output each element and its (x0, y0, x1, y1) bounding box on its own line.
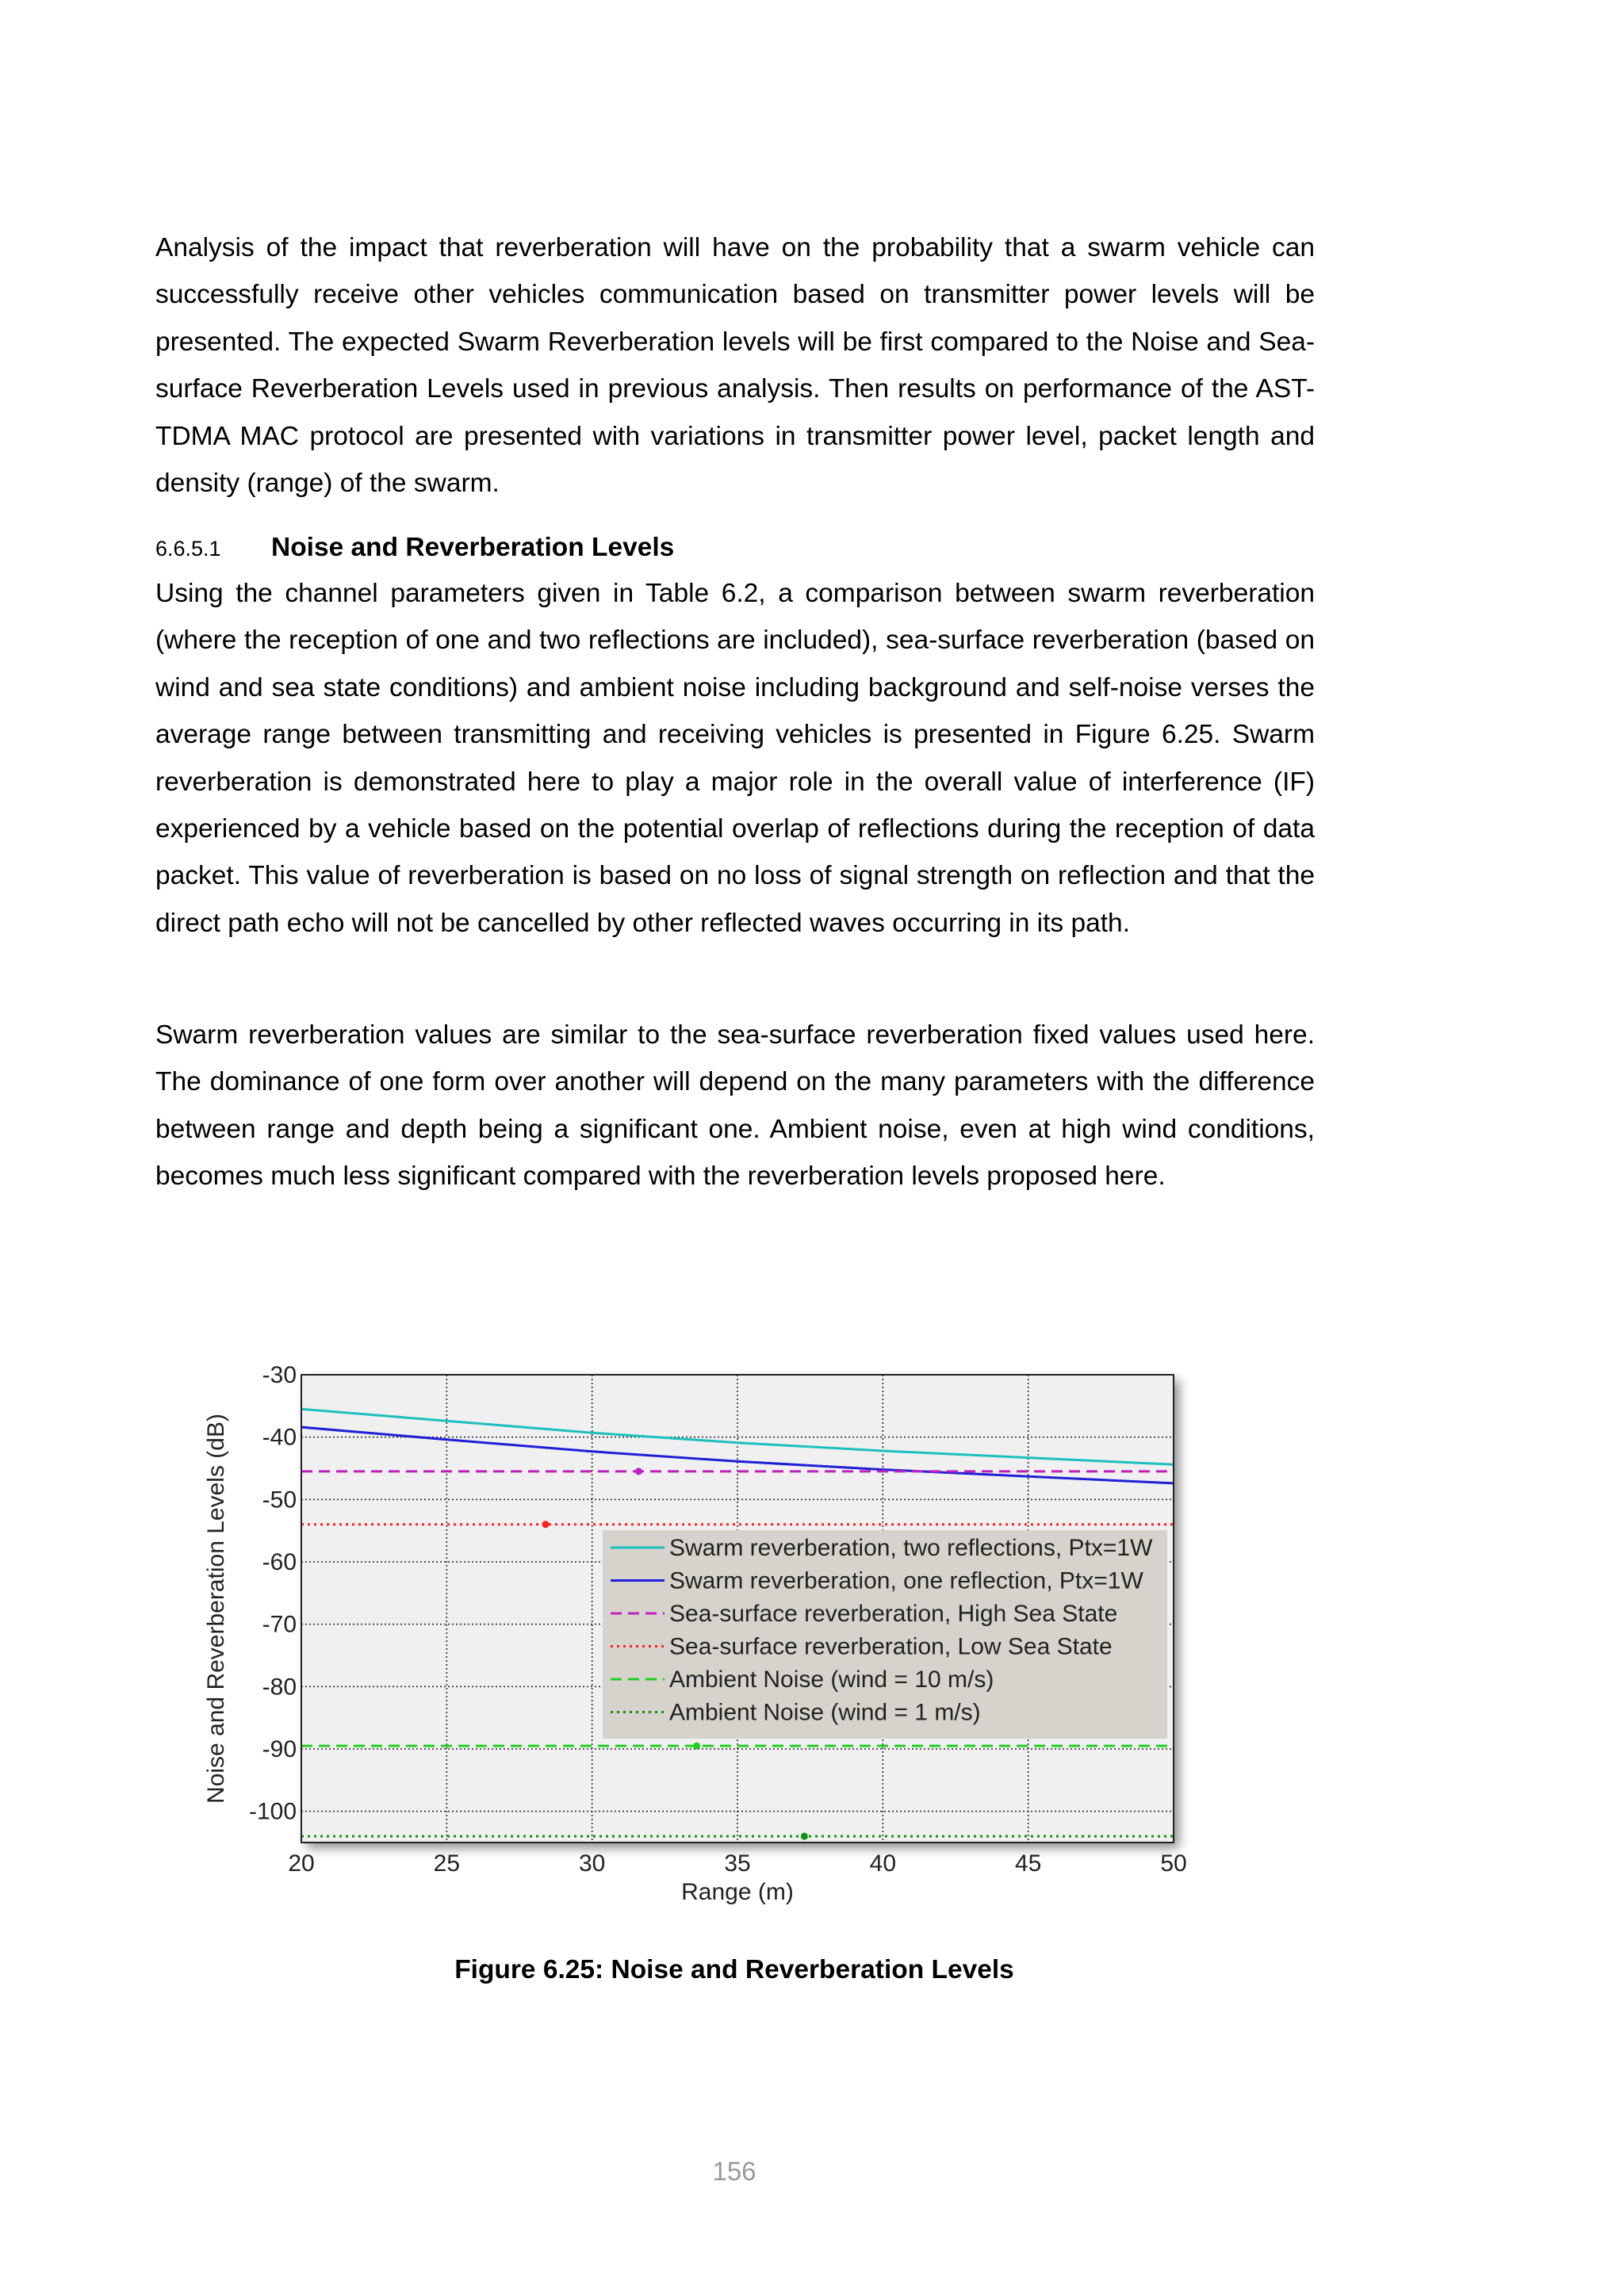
y-axis-label: Noise and Reverberation Levels (dB) (203, 1414, 229, 1804)
x-tick-label: 35 (724, 1850, 751, 1877)
series-marker-1 (542, 1521, 550, 1528)
y-tick-label: -100 (248, 1798, 297, 1825)
x-tick-label: 20 (288, 1850, 315, 1877)
series-marker-3 (801, 1833, 808, 1840)
series-marker-0 (635, 1468, 642, 1475)
chart-svg (190, 1348, 1253, 1934)
discussion-paragraph: Swarm reverberation values are similar to the sea-surface reverberation fixed values used here. The dominance of one form over another will depend on the many parameters with the difference between range and depth being a significant one. Ambient noise, even at high wind conditions, becomes much less significant compared with the reverberation levels proposed here. (155, 1020, 1315, 1192)
legend (603, 1530, 1167, 1739)
y-tick-label: -90 (262, 1736, 297, 1762)
section-heading (155, 524, 674, 572)
legend-entry-5: Ambient Noise (wind = 1 m/s) (669, 1699, 981, 1726)
intro-paragraph: Analysis of the impact that reverberation will have on the probability that a swarm vehicle can successfully receive other vehicles communication based on transmitter power levels will be presented. The expected Swarm Reverberation levels will be first compared to the Noise and Sea-surface Reverberation Levels used in previous analysis. Then results on performance of the AST-TDMA MAC protocol are presented with variations in transmitter power level, packet length and density (range) of the swarm. (155, 233, 1315, 499)
x-tick-label: 50 (1160, 1850, 1187, 1877)
x-tick-label: 45 (1014, 1850, 1042, 1877)
y-tick-label: -50 (262, 1487, 297, 1513)
section-number: 6.6.5.1 (155, 537, 221, 561)
page-number: 156 (712, 2156, 756, 2186)
y-tick-label: -40 (262, 1424, 297, 1451)
comparison-paragraph: Using the channel parameters given in Table 6.2, a comparison between swarm reverberation (where the reception of one and two reflections are included), sea-surface reverberation (based on wind and sea state conditions) and ambient noise including background and self-noise verses the average range between transmitting and receiving vehicles is presented in Figure 6.25. Swarm reverberation is demonstrated here to play a major role in the overall value of interference (IF) experienced by a vehicle based on the potential overlap of reflections during the reception of data packet. This value of reverberation is based on no loss of signal strength on reflection and that the direct path echo will not be cancelled by other reflected waves occurring in its path. (155, 579, 1315, 938)
y-tick-label: -30 (262, 1362, 297, 1388)
y-tick-label: -80 (262, 1674, 297, 1701)
legend-entry-0: Swarm reverberation, two reflections, Ptx=1W (669, 1535, 1153, 1561)
series-marker-2 (693, 1743, 700, 1750)
legend-entry-1: Swarm reverberation, one reflection, Ptx=1W (669, 1567, 1143, 1594)
x-tick-label: 25 (433, 1850, 461, 1877)
section-title: Noise and Reverberation Levels (271, 533, 675, 562)
noise-reverberation-figure (190, 1348, 1253, 1938)
figure-caption: Figure 6.25: Noise and Reverberation Levels (454, 1955, 1014, 1984)
y-tick-label: -70 (262, 1611, 297, 1638)
legend-entry-4: Ambient Noise (wind = 10 m/s) (669, 1667, 994, 1693)
x-tick-label: 40 (869, 1850, 897, 1877)
y-tick-label: -60 (262, 1549, 297, 1575)
x-axis-label: Range (m) (681, 1879, 794, 1905)
legend-entry-3: Sea-surface reverberation, Low Sea State (669, 1633, 1113, 1660)
x-tick-label: 30 (578, 1850, 606, 1877)
legend-entry-2: Sea-surface reverberation, High Sea State (669, 1601, 1118, 1627)
